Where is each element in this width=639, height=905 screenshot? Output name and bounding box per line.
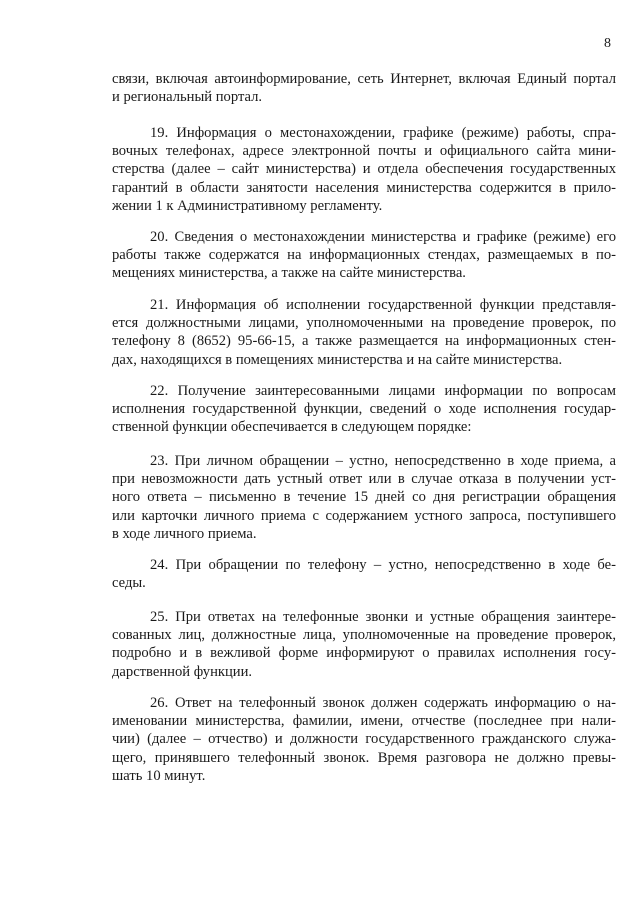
- paragraph-line: седы.: [112, 575, 146, 592]
- paragraph-line: или карточки личного приема с содержанием устного запроса, поступившего: [112, 507, 616, 524]
- paragraph-21: [112, 296, 616, 369]
- paragraph-line: именовании министерства, фамилии, имени, отчестве (последнее при нали-: [112, 713, 616, 730]
- paragraph-line: 24. При обращении по телефону – устно, непосредственно в ходе бе-: [150, 557, 616, 573]
- paragraph-line: жении 1 к Административному регламенту.: [112, 197, 383, 214]
- paragraph-line: ного ответа – письменно в течение 15 дней со дня регистрации обращения: [112, 489, 616, 506]
- paragraph-19: [112, 124, 616, 215]
- paragraph-line: 21. Информация об исполнении государственной функции представля-: [150, 297, 616, 313]
- paragraph-line: 20. Сведения о местонахождении министерства и графике (режиме) его: [150, 229, 616, 245]
- paragraph-line: 25. При ответах на телефонные звонки и устные обращения заинтере-: [150, 609, 616, 625]
- paragraph-line: вочных телефонах, адресе электронной почты и официального сайта мини-: [112, 143, 616, 160]
- paragraph-line: работы также содержатся на информационных стендах, размещаемых в по-: [112, 247, 616, 264]
- paragraph-line: при невозможности дать устный ответ или в случае отказа в получении уст-: [112, 471, 616, 488]
- paragraph-line: телефону 8 (8652) 95-66-15, а также размещается на информационных стен-: [112, 333, 616, 350]
- paragraph-line: чии) (далее – отчество) и должности государственного гражданского служа-: [112, 731, 616, 748]
- paragraph-line: дарственной функции.: [112, 663, 253, 680]
- paragraph-line: исполнения государственной функции, сведений о ходе исполнения государ-: [112, 401, 616, 418]
- paragraph-line: и региональный портал.: [112, 89, 263, 106]
- paragraph-23: [112, 452, 616, 543]
- paragraph-line: дах, находящихся в помещениях министерства и на сайте министерства.: [112, 351, 563, 368]
- page-number: 8: [604, 36, 611, 51]
- paragraph-line: в ходе личного приема.: [112, 525, 257, 542]
- paragraph-line: 23. При личном обращении – устно, непосредственно в ходе приема, а: [150, 453, 616, 469]
- paragraph-20: [112, 228, 616, 283]
- paragraph-line: ственной функции обеспечивается в следующем порядке:: [112, 419, 472, 436]
- paragraph-line: шать 10 минут.: [112, 767, 206, 784]
- paragraph-line: 22. Получение заинтересованными лицами информации по вопросам: [150, 383, 616, 399]
- paragraph-line: мещениях министерства, а также на сайте министерства.: [112, 265, 466, 282]
- paragraph-line: щего, принявшего телефонный звонок. Время разговора не должно превы-: [112, 749, 616, 766]
- paragraph-line: подробно и в вежливой форме информируют о правилах исполнения госу-: [112, 645, 616, 662]
- paragraph-line: стерства (далее – сайт министерства) и отдела обеспечения государственных: [112, 161, 616, 178]
- paragraph-26: [112, 694, 616, 785]
- paragraph-line: связи, включая автоинформирование, сеть Интернет, включая Единый портал: [112, 71, 616, 87]
- paragraph-25: [112, 608, 616, 681]
- paragraph-line: сованных лиц, должностные лица, уполномоченные на проведение проверок,: [112, 627, 616, 644]
- paragraph-line: 19. Информация о местонахождении, графике (режиме) работы, спра-: [150, 125, 616, 141]
- paragraph-line: ется должностными лицами, уполномоченными на проведение проверок, по: [112, 315, 616, 332]
- paragraph-22: [112, 382, 616, 437]
- paragraph-24: [112, 556, 616, 592]
- paragraph-18-continuation: [112, 70, 616, 106]
- paragraph-line: гарантий в области занятости населения министерства содержится в прило-: [112, 179, 616, 196]
- paragraph-line: 26. Ответ на телефонный звонок должен содержать информацию о на-: [150, 695, 616, 711]
